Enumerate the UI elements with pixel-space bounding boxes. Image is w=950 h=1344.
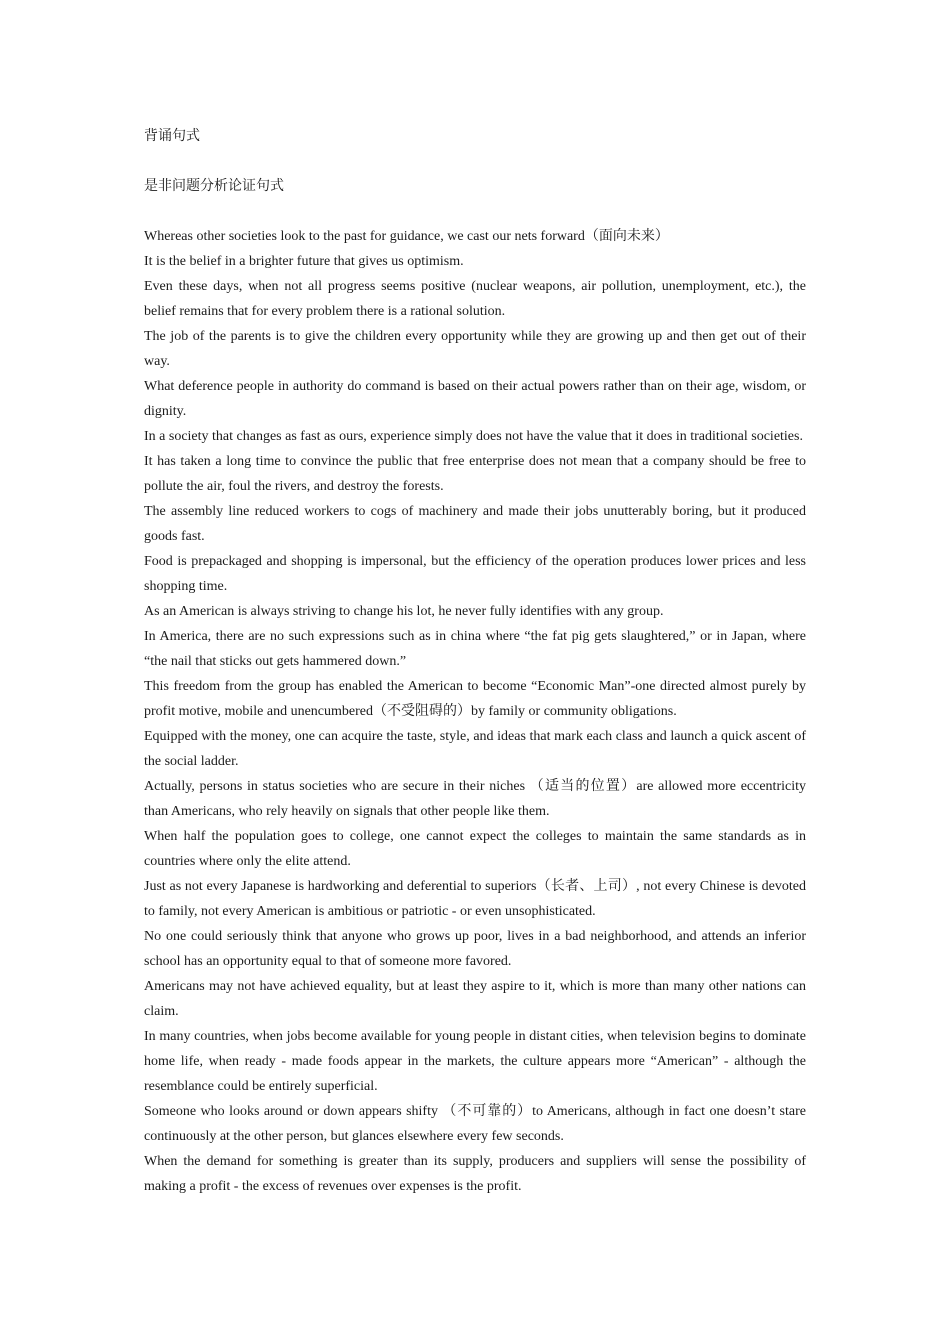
section-heading: 是非问题分析论证句式 bbox=[144, 179, 284, 194]
sentence-paragraph: When half the population goes to college, one cannot expect the colleges to maintain the same standards as in countries where only the elite attend. bbox=[144, 829, 806, 869]
sentence-paragraph: Actually, persons in status societies who are secure in their niches （适当的位置）are allowed more eccentricity than Americans, who rely heavily on signals that other people like them. bbox=[144, 779, 806, 819]
sentence-paragraph: Food is prepackaged and shopping is impersonal, but the efficiency of the operation produces lower prices and less shopping time. bbox=[144, 554, 806, 594]
document-title: 背诵句式 bbox=[144, 129, 200, 144]
sentence-paragraph: Just as not every Japanese is hardworking and deferential to superiors（长者、上司）, not every Chinese is devoted to family, not every American is ambitious or patriotic - or even unsophisticated. bbox=[144, 879, 806, 919]
document-page bbox=[144, 124, 806, 1199]
sentence-paragraph: In a society that changes as fast as ours, experience simply does not have the value that it does in traditional societies. bbox=[144, 429, 803, 444]
sentence-paragraph: The job of the parents is to give the children every opportunity while they are growing up and then get out of their way. bbox=[144, 329, 806, 369]
sentence-paragraph: Whereas other societies look to the past for guidance, we cast our nets forward（面向未来） bbox=[144, 229, 669, 244]
sentence-paragraph: In America, there are no such expressions such as in china where “the fat pig gets slaughtered,” or in Japan, where “the nail that sticks out gets hammered down.” bbox=[144, 629, 806, 669]
sentence-paragraph: No one could seriously think that anyone who grows up poor, lives in a bad neighborhood, and attends an inferior school has an opportunity equal to that of someone more favored. bbox=[144, 929, 806, 969]
sentence-paragraph: When the demand for something is greater than its supply, producers and suppliers will sense the possibility of making a profit - the excess of revenues over expenses is the profit. bbox=[144, 1154, 806, 1194]
sentence-paragraph: As an American is always striving to change his lot, he never fully identifies with any group. bbox=[144, 604, 664, 619]
sentence-paragraph: Even these days, when not all progress seems positive (nuclear weapons, air pollution, unemployment, etc.), the belief remains that for every problem there is a rational solution. bbox=[144, 279, 806, 319]
sentence-paragraph: It has taken a long time to convince the public that free enterprise does not mean that a company should be free to pollute the air, foul the rivers, and destroy the forests. bbox=[144, 454, 806, 494]
sentence-list bbox=[144, 224, 806, 1199]
sentence-paragraph: Americans may not have achieved equality, but at least they aspire to it, which is more than many other nations can claim. bbox=[144, 979, 806, 1019]
sentence-paragraph: In many countries, when jobs become available for young people in distant cities, when television begins to dominate home life, when ready - made foods appear in the markets, the culture appears more “American” - although the resemblance could be entirely superficial. bbox=[144, 1029, 806, 1094]
sentence-paragraph: Someone who looks around or down appears shifty （不可靠的）to Americans, although in fact one doesn’t stare continuously at the other person, but glances elsewhere every few seconds. bbox=[144, 1104, 806, 1144]
sentence-paragraph: It is the belief in a brighter future that gives us optimism. bbox=[144, 254, 464, 269]
sentence-paragraph: Equipped with the money, one can acquire the taste, style, and ideas that mark each class and launch a quick ascent of the social ladder. bbox=[144, 729, 806, 769]
sentence-paragraph: What deference people in authority do command is based on their actual powers rather than on their age, wisdom, or dignity. bbox=[144, 379, 806, 419]
sentence-paragraph: This freedom from the group has enabled the American to become “Economic Man”-one directed almost purely by profit motive, mobile and unencumbered（不受阻碍的）by family or community obligations. bbox=[144, 679, 806, 719]
sentence-paragraph: The assembly line reduced workers to cogs of machinery and made their jobs unutterably boring, but it produced goods fast. bbox=[144, 504, 806, 544]
